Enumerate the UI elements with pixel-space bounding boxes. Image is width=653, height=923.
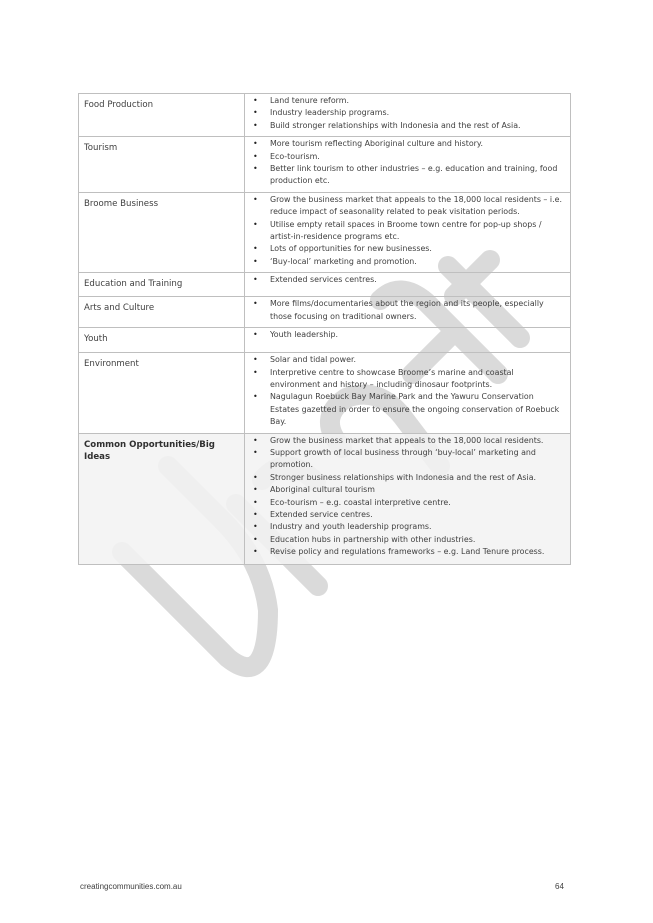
table-row-broome-business	[79, 192, 571, 272]
list-item: • Education hubs in partnership with other industries.	[251, 534, 564, 546]
list-item: • Industry leadership programs.	[251, 107, 564, 119]
list-item: • Grow the business market that appeals to the 18,000 local residents – i.e. reduce impact of seasonality related to peak visitation periods.	[251, 194, 564, 219]
list-item: • ‘Buy-local’ marketing and promotion.	[251, 256, 564, 268]
list-item: • Youth leadership.	[251, 329, 564, 341]
items-cell	[245, 137, 571, 193]
items-cell	[245, 273, 571, 297]
bullet-list	[251, 274, 564, 286]
footer-website: creatingcommunities.com.au	[80, 882, 182, 891]
items-cell	[245, 192, 571, 272]
page-number: 64	[555, 882, 564, 891]
bullet-list	[251, 194, 564, 268]
category-cell: Youth	[79, 328, 245, 353]
category-cell: Environment	[79, 353, 245, 433]
table-row-tourism	[79, 137, 571, 193]
list-item: • Revise policy and regulations frameworks – e.g. Land Tenure process.	[251, 546, 564, 558]
list-item: • Utilise empty retail spaces in Broome town centre for pop-up shops / artist-in-residence programs etc.	[251, 219, 564, 244]
bullet-list	[251, 95, 564, 132]
list-item: • Lots of opportunities for new businesses.	[251, 243, 564, 255]
bullet-list	[251, 435, 564, 559]
list-item: • Stronger business relationships with Indonesia and the rest of Asia.	[251, 472, 564, 484]
table-row-education-training	[79, 273, 571, 297]
table-row-common-opportunities	[79, 433, 571, 564]
category-cell: Arts and Culture	[79, 297, 245, 328]
list-item: • Better link tourism to other industries – e.g. education and training, food production etc.	[251, 163, 564, 188]
list-item: • Solar and tidal power.	[251, 354, 564, 366]
items-cell	[245, 328, 571, 353]
list-item: • Eco-tourism.	[251, 151, 564, 163]
opportunities-table	[78, 93, 571, 565]
items-cell	[245, 94, 571, 137]
list-item: • Nagulagun Roebuck Bay Marine Park and the Yawuru Conservation Estates gazetted in order to ensure the ongoing conservation of Roebuck Bay.	[251, 391, 564, 428]
list-item: • Industry and youth leadership programs.	[251, 521, 564, 533]
category-cell: Food Production	[79, 94, 245, 137]
list-item: • Eco-tourism – e.g. coastal interpretive centre.	[251, 497, 564, 509]
table-row-food-production	[79, 94, 571, 137]
bullet-list	[251, 138, 564, 188]
list-item: • Extended service centres.	[251, 509, 564, 521]
list-item: • Extended services centres.	[251, 274, 564, 286]
category-cell: Tourism	[79, 137, 245, 193]
category-cell: Broome Business	[79, 192, 245, 272]
bullet-list	[251, 298, 564, 323]
table-row-arts-culture	[79, 297, 571, 328]
list-item: • Land tenure reform.	[251, 95, 564, 107]
category-cell: Education and Training	[79, 273, 245, 297]
bullet-list	[251, 329, 564, 341]
items-cell	[245, 297, 571, 328]
bullet-list	[251, 354, 564, 428]
list-item: • Build stronger relationships with Indonesia and the rest of Asia.	[251, 120, 564, 132]
list-item: • Grow the business market that appeals to the 18,000 local residents.	[251, 435, 564, 447]
items-cell	[245, 353, 571, 433]
list-item: • More tourism reflecting Aboriginal culture and history.	[251, 138, 564, 150]
table-row-youth	[79, 328, 571, 353]
items-cell	[245, 433, 571, 564]
list-item: • Interpretive centre to showcase Broome’s marine and coastal environment and history – including dinosaur footprints.	[251, 367, 564, 392]
list-item: • More films/documentaries about the region and its people, especially those focusing on traditional owners.	[251, 298, 564, 323]
list-item: • Aboriginal cultural tourism	[251, 484, 564, 496]
category-cell: Common Opportunities/Big Ideas	[79, 433, 245, 564]
table-row-environment	[79, 353, 571, 433]
list-item: • Support growth of local business through ‘buy-local’ marketing and promotion.	[251, 447, 564, 472]
